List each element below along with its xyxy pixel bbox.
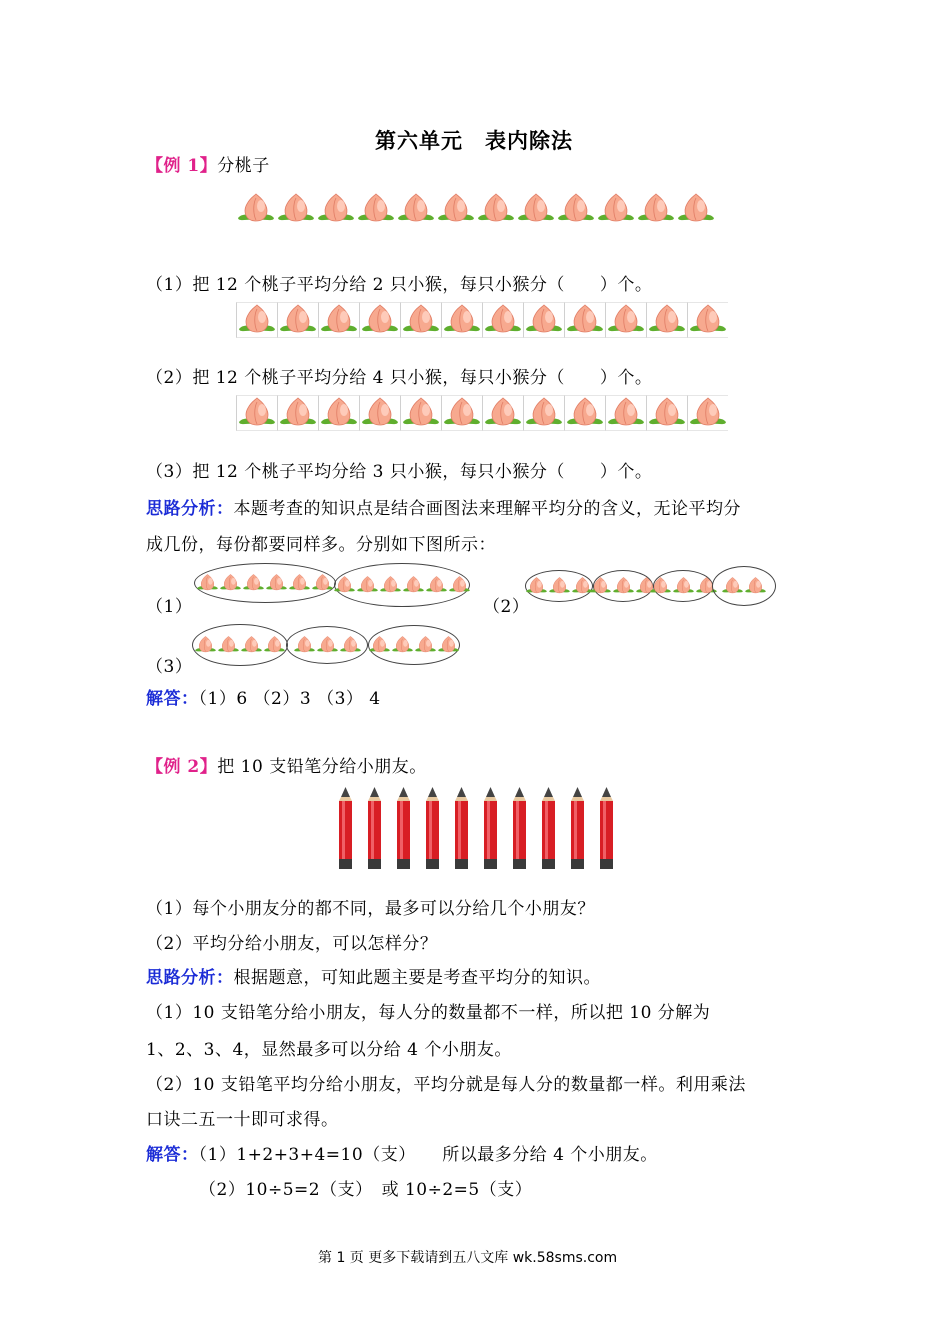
peach-icon [649, 576, 672, 596]
peach-icon [311, 573, 334, 593]
peach-icon [516, 192, 556, 226]
pencil-icon [452, 787, 471, 869]
example-2-point-2-line-2: 口诀二五一十即可求得。 [146, 1110, 339, 1130]
peach-icon [441, 302, 482, 338]
example-2-point-2-line-1: （2）10 支铅笔平均分给小朋友，平均分就是每人分的数量都一样。利用乘法 [146, 1075, 746, 1095]
peach-group [653, 570, 713, 602]
peach-group [593, 570, 653, 602]
figure-label-1: （1） [146, 597, 193, 617]
example-2-answer-1 [146, 1140, 658, 1165]
answer-label: 解答： [146, 1145, 199, 1165]
pencil-icon [568, 787, 587, 869]
example-1-heading: 分桃子 [217, 156, 270, 176]
example-2-header [146, 752, 427, 777]
peach-icon [672, 576, 695, 596]
answer-text: （1）6 （2）3 （3） 4 [198, 689, 381, 709]
pencil-icon [481, 787, 500, 869]
peach-group [286, 626, 368, 664]
example-1-header [146, 151, 270, 176]
peach-group [334, 563, 470, 607]
peach-icon [242, 573, 265, 593]
peach-icon [448, 575, 471, 595]
example-2-question-1: （1）每个小朋友分的都不同，最多可以分给几个小朋友？ [146, 899, 595, 919]
example-1-analysis-line-1 [146, 494, 741, 519]
analysis-label: 思路分析： [146, 499, 234, 519]
example-2-point-1-line-2: 1、2、3、4，显然最多可以分给 4 个小朋友。 [146, 1040, 512, 1060]
example-2-point-1-line-1: （1）10 支铅笔分给小朋友，每人分的数量都不一样，所以把 10 分解为 [146, 1003, 711, 1023]
peach-icon [396, 192, 436, 226]
peach-icon [525, 576, 548, 596]
pencil-icon [539, 787, 558, 869]
example-1-analysis-line-2: 成几份，每份都要同样多。分别如下图所示： [146, 535, 496, 555]
peach-group [194, 563, 336, 603]
peach-icon [636, 192, 676, 226]
peach-icon [437, 635, 460, 655]
pencil-icon [510, 787, 529, 869]
example-1-question-3: （3）把 12 个桃子平均分给 3 只小猴，每只小猴分（ ）个。 [146, 462, 653, 482]
peach-row-3 [236, 395, 728, 431]
peach-icon [596, 192, 636, 226]
peach-icon [368, 635, 391, 655]
peach-icon [523, 302, 564, 338]
peach-icon [721, 576, 744, 596]
analysis-text: 本题考查的知识点是结合画图法来理解平均分的含义，无论平均分 [233, 499, 741, 519]
peach-icon [548, 576, 571, 596]
figure-label-3: （3） [146, 657, 193, 677]
peach-icon [379, 575, 402, 595]
peach-icon [400, 302, 441, 338]
peach-icon [441, 395, 482, 431]
peach-icon [605, 395, 646, 431]
example-2-answer-2: （2）10÷5=2（支） 或 10÷2=5（支） [199, 1180, 533, 1200]
peach-row-1 [236, 192, 716, 226]
page-footer: 第 1 页 更多下载请到五八文库 wk.58sms.com [318, 1250, 618, 1266]
peach-icon [236, 302, 277, 338]
peach-icon [646, 395, 687, 431]
peach-icon [240, 635, 263, 655]
peach-icon [339, 635, 362, 655]
example-1-question-2: （2）把 12 个桃子平均分给 4 只小猴，每只小猴分（ ）个。 [146, 368, 653, 388]
pencil-icon [365, 787, 384, 869]
peach-icon [612, 576, 635, 596]
peach-icon [265, 573, 288, 593]
peach-icon [288, 573, 311, 593]
peach-icon [219, 573, 242, 593]
example-1-question-1: （1）把 12 个桃子平均分给 2 只小猴，每只小猴分（ ）个。 [146, 275, 653, 295]
example-2-question-2: （2）平均分给小朋友，可以怎样分？ [146, 934, 438, 954]
peach-icon [556, 192, 596, 226]
peach-icon [687, 302, 728, 338]
peach-icon [277, 395, 318, 431]
example-1-answer [146, 684, 381, 709]
peach-icon [194, 635, 217, 655]
peach-group [192, 624, 288, 666]
pencil-icon [423, 787, 442, 869]
pencil-icon [597, 787, 616, 869]
peach-icon [236, 192, 276, 226]
analysis-text: 根据题意，可知此题主要是考查平均分的知识。 [233, 968, 601, 988]
peach-icon [318, 302, 359, 338]
peach-icon [425, 575, 448, 595]
peach-icon [414, 635, 437, 655]
peach-icon [744, 576, 767, 596]
page-title: 第六单元 表内除法 [375, 129, 573, 153]
peach-icon [523, 395, 564, 431]
pencil-row [336, 787, 616, 869]
peach-icon [564, 395, 605, 431]
example-2-tag: 【例 2】 [146, 757, 218, 777]
peach-icon [217, 635, 240, 655]
peach-icon [196, 573, 219, 593]
peach-icon [293, 635, 316, 655]
peach-icon [359, 302, 400, 338]
peach-icon [263, 635, 286, 655]
peach-icon [333, 575, 356, 595]
peach-icon [436, 192, 476, 226]
peach-icon [391, 635, 414, 655]
peach-icon [356, 192, 396, 226]
analysis-label: 思路分析： [146, 968, 234, 988]
peach-icon [236, 395, 277, 431]
peach-icon [277, 302, 318, 338]
peach-icon [276, 192, 316, 226]
example-2-analysis [146, 963, 601, 988]
peach-icon [316, 192, 356, 226]
peach-group [525, 570, 593, 602]
peach-icon [359, 395, 400, 431]
example-1-tag: 【例 1】 [146, 156, 218, 176]
figure-label-2: （2） [483, 597, 530, 617]
answer-text: （1）1+2+3+4=10（支） 所以最多分给 4 个小朋友。 [198, 1145, 658, 1165]
pencil-icon [336, 787, 355, 869]
peach-icon [687, 395, 728, 431]
pencil-icon [394, 787, 413, 869]
peach-group [712, 566, 776, 606]
peach-icon [402, 575, 425, 595]
answer-label: 解答： [146, 689, 199, 709]
peach-icon [676, 192, 716, 226]
peach-row-2 [236, 302, 728, 338]
peach-icon [356, 575, 379, 595]
peach-icon [564, 302, 605, 338]
peach-group [368, 625, 460, 665]
peach-icon [646, 302, 687, 338]
peach-icon [476, 192, 516, 226]
peach-icon [605, 302, 646, 338]
example-2-heading: 把 10 支铅笔分给小朋友。 [217, 757, 427, 777]
peach-icon [482, 302, 523, 338]
peach-icon [589, 576, 612, 596]
peach-icon [400, 395, 441, 431]
peach-icon [316, 635, 339, 655]
peach-icon [318, 395, 359, 431]
peach-icon [482, 395, 523, 431]
